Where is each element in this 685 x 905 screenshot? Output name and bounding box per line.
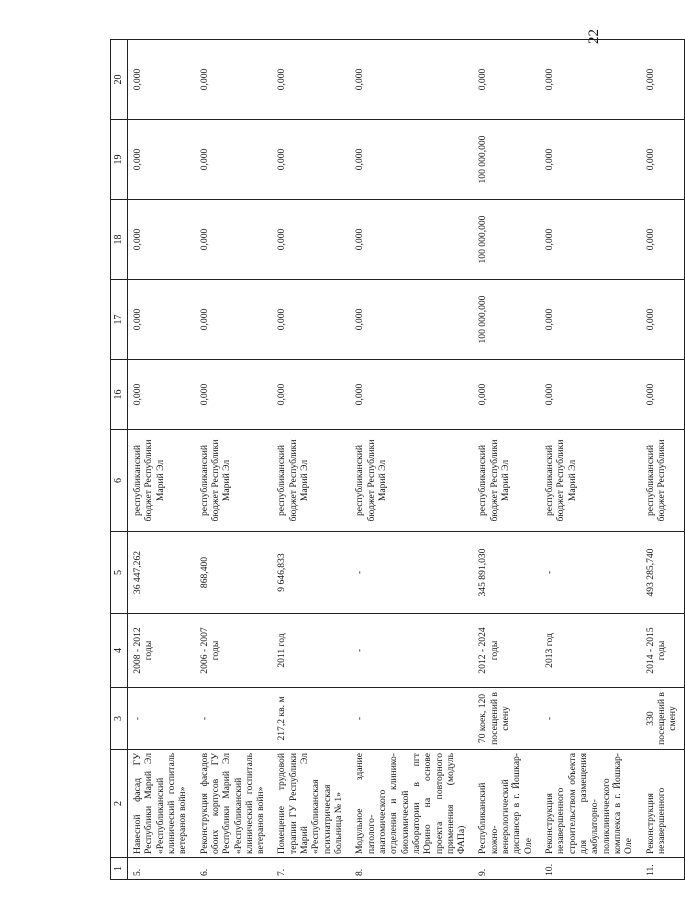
value-19: 0,000 — [540, 120, 641, 200]
rotated-page-content — [110, 40, 679, 880]
row-number: 11. — [641, 858, 685, 880]
object-name: Реконструкция незавершенного строительством объекта для размещения амбулаторно-поликлинического комплекса в г. Йошкар-Оле — [540, 750, 641, 858]
capacity: - — [540, 688, 641, 750]
value-20: 0,000 — [350, 40, 473, 120]
object-name: Помещение трудовой терапии ГУ Республики Марий Эл «Республиканская психиатрическая больница № 1» — [272, 750, 350, 858]
row-number: 9. — [473, 858, 540, 880]
value-16: 0,000 — [272, 360, 350, 430]
column-header: 19 — [111, 120, 128, 200]
funding-source: республиканский бюджет Республики — [641, 430, 685, 532]
value-18: 0,000 — [128, 200, 195, 280]
value-20: 0,000 — [540, 40, 641, 120]
value-17: 0,000 — [195, 280, 273, 360]
column-header: 4 — [111, 614, 128, 688]
cost: - — [350, 532, 473, 614]
capacity: - — [195, 688, 273, 750]
value-17: 0,000 — [540, 280, 641, 360]
funding-source: республиканский бюджет Республики Марий Эл — [272, 430, 350, 532]
object-name: Навесной фасад ГУ Республики Марий Эл «Республиканский клинический госпиталь ветеранов войн» — [128, 750, 195, 858]
object-name: Модульное здание патолого-анатомического отделения и клинико-биохимической лаборатории в пгт Юрино на основе проекта повторного применения (модуль ФАПа) — [350, 750, 473, 858]
value-18: 0,000 — [641, 200, 685, 280]
value-19: 0,000 — [641, 120, 685, 200]
row-number: 6. — [195, 858, 273, 880]
page-number: 22 — [586, 29, 602, 44]
value-18: 0,000 — [350, 200, 473, 280]
value-17: 0,000 — [128, 280, 195, 360]
column-header: 18 — [111, 200, 128, 280]
value-18: 0,000 — [540, 200, 641, 280]
value-20: 0,000 — [128, 40, 195, 120]
cost: 493 285,740 — [641, 532, 685, 614]
capacity: 70 коек, 120 посещений в смену — [473, 688, 540, 750]
table-row — [128, 40, 195, 880]
value-17: 0,000 — [272, 280, 350, 360]
cost: - — [540, 532, 641, 614]
value-17: 0,000 — [641, 280, 685, 360]
period: 2011 год — [272, 614, 350, 688]
value-20: 0,000 — [272, 40, 350, 120]
period: 2012 - 2024 годы — [473, 614, 540, 688]
value-16: 0,000 — [641, 360, 685, 430]
table-row — [540, 40, 641, 880]
value-20: 0,000 — [473, 40, 540, 120]
value-16: 0,000 — [195, 360, 273, 430]
object-name: Реконструкция незавершенного — [641, 750, 685, 858]
value-18: 0,000 — [195, 200, 273, 280]
capacity: 217,2 кв. м — [272, 688, 350, 750]
cost: 9 646,833 — [272, 532, 350, 614]
value-16: 0,000 — [540, 360, 641, 430]
header-row — [111, 40, 128, 880]
value-19: 0,000 — [350, 120, 473, 200]
value-20: 0,000 — [195, 40, 273, 120]
object-name: Республиканский кожно-венерологический диспансер в г. Йошкар-Оле — [473, 750, 540, 858]
value-16: 0,000 — [350, 360, 473, 430]
funding-source: республиканский бюджет Республики Марий Эл — [128, 430, 195, 532]
row-number: 8. — [350, 858, 473, 880]
period: 2013 год — [540, 614, 641, 688]
row-number: 7. — [272, 858, 350, 880]
column-header: 3 — [111, 688, 128, 750]
value-16: 0,000 — [473, 360, 540, 430]
column-header: 20 — [111, 40, 128, 120]
value-20: 0,000 — [641, 40, 685, 120]
period: 2014 - 2015 годы — [641, 614, 685, 688]
column-header: 2 — [111, 750, 128, 858]
funding-source: республиканский бюджет Республики Марий Эл — [540, 430, 641, 532]
cost: 868,400 — [195, 532, 273, 614]
capacity: 330 посещений в смену — [641, 688, 685, 750]
funding-source: республиканский бюджет Республики Марий Эл — [473, 430, 540, 532]
column-header: 6 — [111, 430, 128, 532]
period: - — [350, 614, 473, 688]
row-number: 5. — [128, 858, 195, 880]
period: 2006 - 2007 годы — [195, 614, 273, 688]
investment-table — [110, 39, 685, 880]
value-17: 0,000 — [350, 280, 473, 360]
column-header: 1 — [111, 858, 128, 880]
cost: 36 447,262 — [128, 532, 195, 614]
value-17: 100 000,000 — [473, 280, 540, 360]
funding-source: республиканский бюджет Республики Марий Эл — [195, 430, 273, 532]
value-19: 0,000 — [272, 120, 350, 200]
cost: 345 891,030 — [473, 532, 540, 614]
funding-source: республиканский бюджет Республики Марий Эл — [350, 430, 473, 532]
row-number: 10. — [540, 858, 641, 880]
table-row — [641, 40, 685, 880]
table-row — [195, 40, 273, 880]
object-name: Реконструкция фасадов обоих корпусов ГУ Республики Марий Эл «Республиканский клинический госпиталь ветеранов войн» — [195, 750, 273, 858]
column-header: 17 — [111, 280, 128, 360]
column-header: 5 — [111, 532, 128, 614]
period: 2008 - 2012 годы — [128, 614, 195, 688]
value-19: 0,000 — [195, 120, 273, 200]
column-header: 16 — [111, 360, 128, 430]
value-16: 0,000 — [128, 360, 195, 430]
table-row — [473, 40, 540, 880]
table-row — [350, 40, 473, 880]
value-19: 0,000 — [128, 120, 195, 200]
capacity: - — [128, 688, 195, 750]
value-19: 100 000,000 — [473, 120, 540, 200]
table-row — [272, 40, 350, 880]
value-18: 100 000,000 — [473, 200, 540, 280]
value-18: 0,000 — [272, 200, 350, 280]
capacity: - — [350, 688, 473, 750]
